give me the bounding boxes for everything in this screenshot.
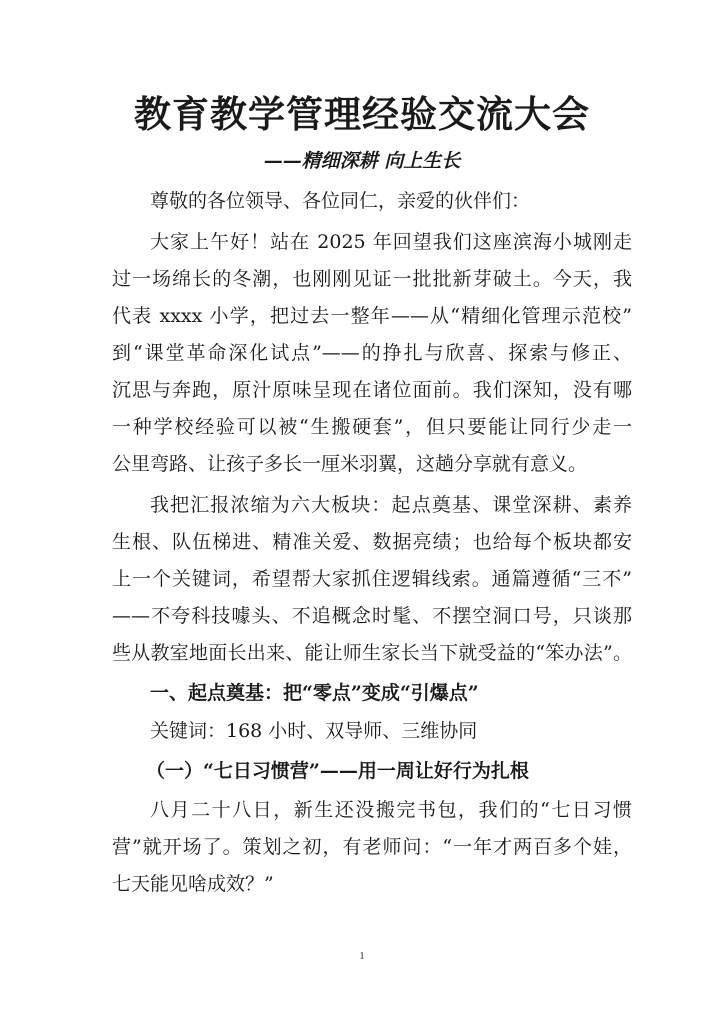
- document-subtitle: ——精细深耕 向上生长: [263, 150, 461, 172]
- paragraph-line: 沉思与奔跑，原汁原味呈现在诸位面前。我们深知，没有哪: [112, 379, 632, 401]
- paragraph-line: 公里弯路、让孩子多长一厘米羽翼，这趟分享就有意义。: [112, 453, 588, 475]
- paragraph-line: 营”就开场了。策划之初，有老师问：“一年才两百多个娃，: [112, 836, 632, 858]
- paragraph-line: 些从教室地面长出来、能让师生家长当下就受益的“笨办法”。: [112, 642, 632, 664]
- paragraph-line: 代表 xxxx 小学，把过去一整年——从“精细化管理示范校”: [112, 305, 632, 327]
- paragraph-line: 我把汇报浓缩为六大板块：起点奠基、课堂深耕、素养: [150, 494, 632, 516]
- page-number: 1: [359, 950, 365, 962]
- keywords-line: 关键词：168 小时、双导师、三维协同: [150, 720, 478, 742]
- paragraph-line: 到“课堂革命深化试点”——的挣扎与欣喜、探索与修正、: [112, 342, 632, 364]
- document-title: 教育教学管理经验交流大会: [134, 92, 590, 136]
- greeting-line: 尊敬的各位领导、各位同仁，亲爱的伙伴们：: [150, 190, 531, 212]
- paragraph-line: 一种学校经验可以被“生搬硬套”，但只要能让同行少走一: [112, 416, 632, 438]
- section-heading: 一、起点奠基：把“零点”变成“引爆点”: [150, 682, 479, 704]
- paragraph-line: 上一个关键词，希望帮大家抓住逻辑线索。通篇遵循“三不”: [112, 568, 632, 590]
- paragraph-line: 八月二十八日，新生还没搬完书包，我们的“七日习惯: [150, 799, 632, 821]
- paragraph-line: 七天能见啥成效？”: [112, 873, 274, 895]
- subsection-heading: （一）“七日习惯营”——用一周让好行为扎根: [146, 760, 529, 782]
- paragraph-line: 大家上午好！站在 2025 年回望我们这座滨海小城刚走: [150, 231, 632, 253]
- paragraph-line: 生根、队伍梯进、精准关爱、数据亮绩；也给每个板块都安: [112, 531, 632, 553]
- paragraph-line: ——不夸科技噱头、不追概念时髦、不摆空洞口号，只谈那: [112, 605, 632, 627]
- paragraph-line: 过一场绵长的冬潮，也刚刚见证一批批新芽破土。今天，我: [112, 268, 632, 290]
